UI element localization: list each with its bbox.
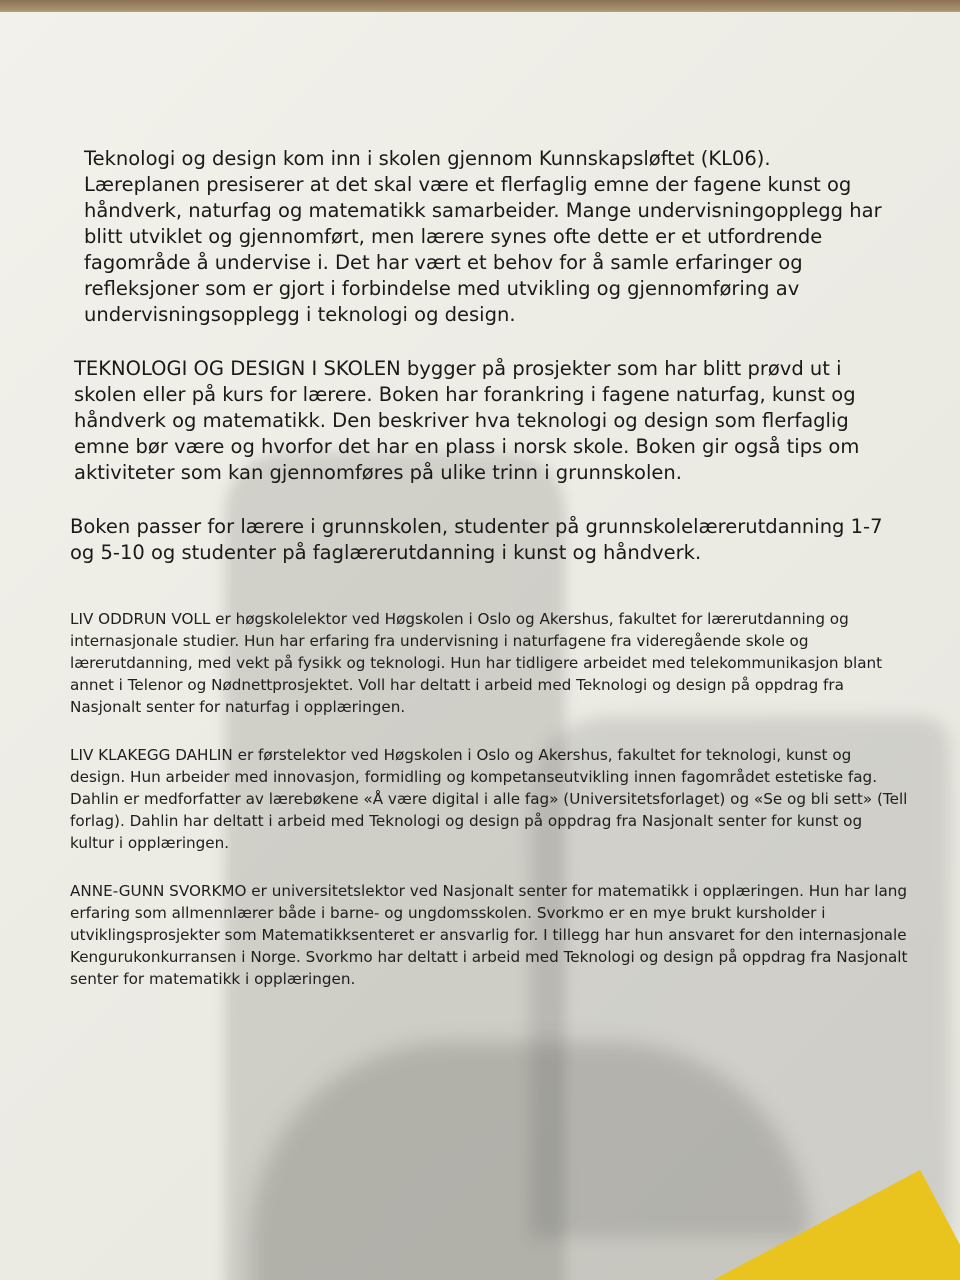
intro-paragraph: Teknologi og design kom inn i skolen gjennom Kunnskapsløftet (KL06). Læreplanen presiserer at det skal være et flerfaglig emne der fagene kunst og håndverk, naturfag og matematikk samarbeider. Mange undervisningopplegg har blitt utviklet og gjennomført, men lærere synes ofte dette er et utfordrende fagområde å undervise i. Det har vært et behov for å samle erfaringer og refleksjoner som er gjort i forbindelse med utvikling og gjennomføring av undervisningsopplegg i teknologi og design. bbox=[84, 147, 882, 326]
author-bio: LIV ODDRUN VOLL er høgskolelektor ved Høgskolen i Oslo og Akershus, fakultet for lærerutdanning og internasjonale studier. Hun har erfaring fra undervisning i naturfagene fra videregående skole og lærerutdanning, med vekt på fysikk og teknologi. Hun har tidligere arbeidet med telekommunikasjon blant annet i Telenor og Nødnettprosjektet. Voll har deltatt i arbeid med Teknologi og design på oppdrag fra Nasjonalt senter for naturfag i opplæringen. bbox=[70, 610, 883, 716]
author-bio: LIV KLAKEGG DAHLIN er førstelektor ved Høgskolen i Oslo og Akershus, fakultet for teknologi, kunst og design. Hun arbeider med innovasjon, formidling og kompetanseutvikling innen fagområdet estetiske fag. Dahlin er medforfatter av lærebøkene «Å være digital i alle fag» (Universitetsforlaget) og «Se og bli sett» (Tell forlag). Dahlin har deltatt i arbeid med Teknologi og design på oppdrag fra Nasjonalt senter for kunst og kultur i opplæringen. bbox=[70, 746, 908, 852]
audience-paragraph: Boken passer for lærere i grunnskolen, studenter på grunnskolelærerutdanning 1-7 og 5-10 og studenter på faglærerutdanning i kunst og håndverk. bbox=[70, 515, 883, 564]
book-description-paragraph: TEKNOLOGI OG DESIGN I SKOLEN bygger på prosjekter som har blitt prøvd ut i skolen eller på kurs for lærere. Boken har forankring i fagene naturfag, kunst og håndverk og matematikk. Den beskriver hva teknologi og design som flerfaglig emne bør være og hvorfor det har en plass i norsk skole. Boken gir også tips om aktiviteter som kan gjennomføres på ulike trinn i grunnskolen. bbox=[74, 357, 860, 484]
author-bio: ANNE-GUNN SVORKMO er universitetslektor ved Nasjonalt senter for matematikk i opplæringen. Hun har lang erfaring som allmennlærer både i barne- og ungdomsskolen. Svorkmo er en mye brukt kursholder i utviklingsprosjekter som Matematikksenteret er ansvarlig for. I tillegg har hun ansvaret for den internasjonale Kengurukonkurransen i Norge. Svorkmo har deltatt i arbeid med Teknologi og design på oppdrag fra Nasjonalt senter for matematikk i opplæringen. bbox=[70, 882, 908, 988]
back-cover-text bbox=[70, 146, 910, 990]
